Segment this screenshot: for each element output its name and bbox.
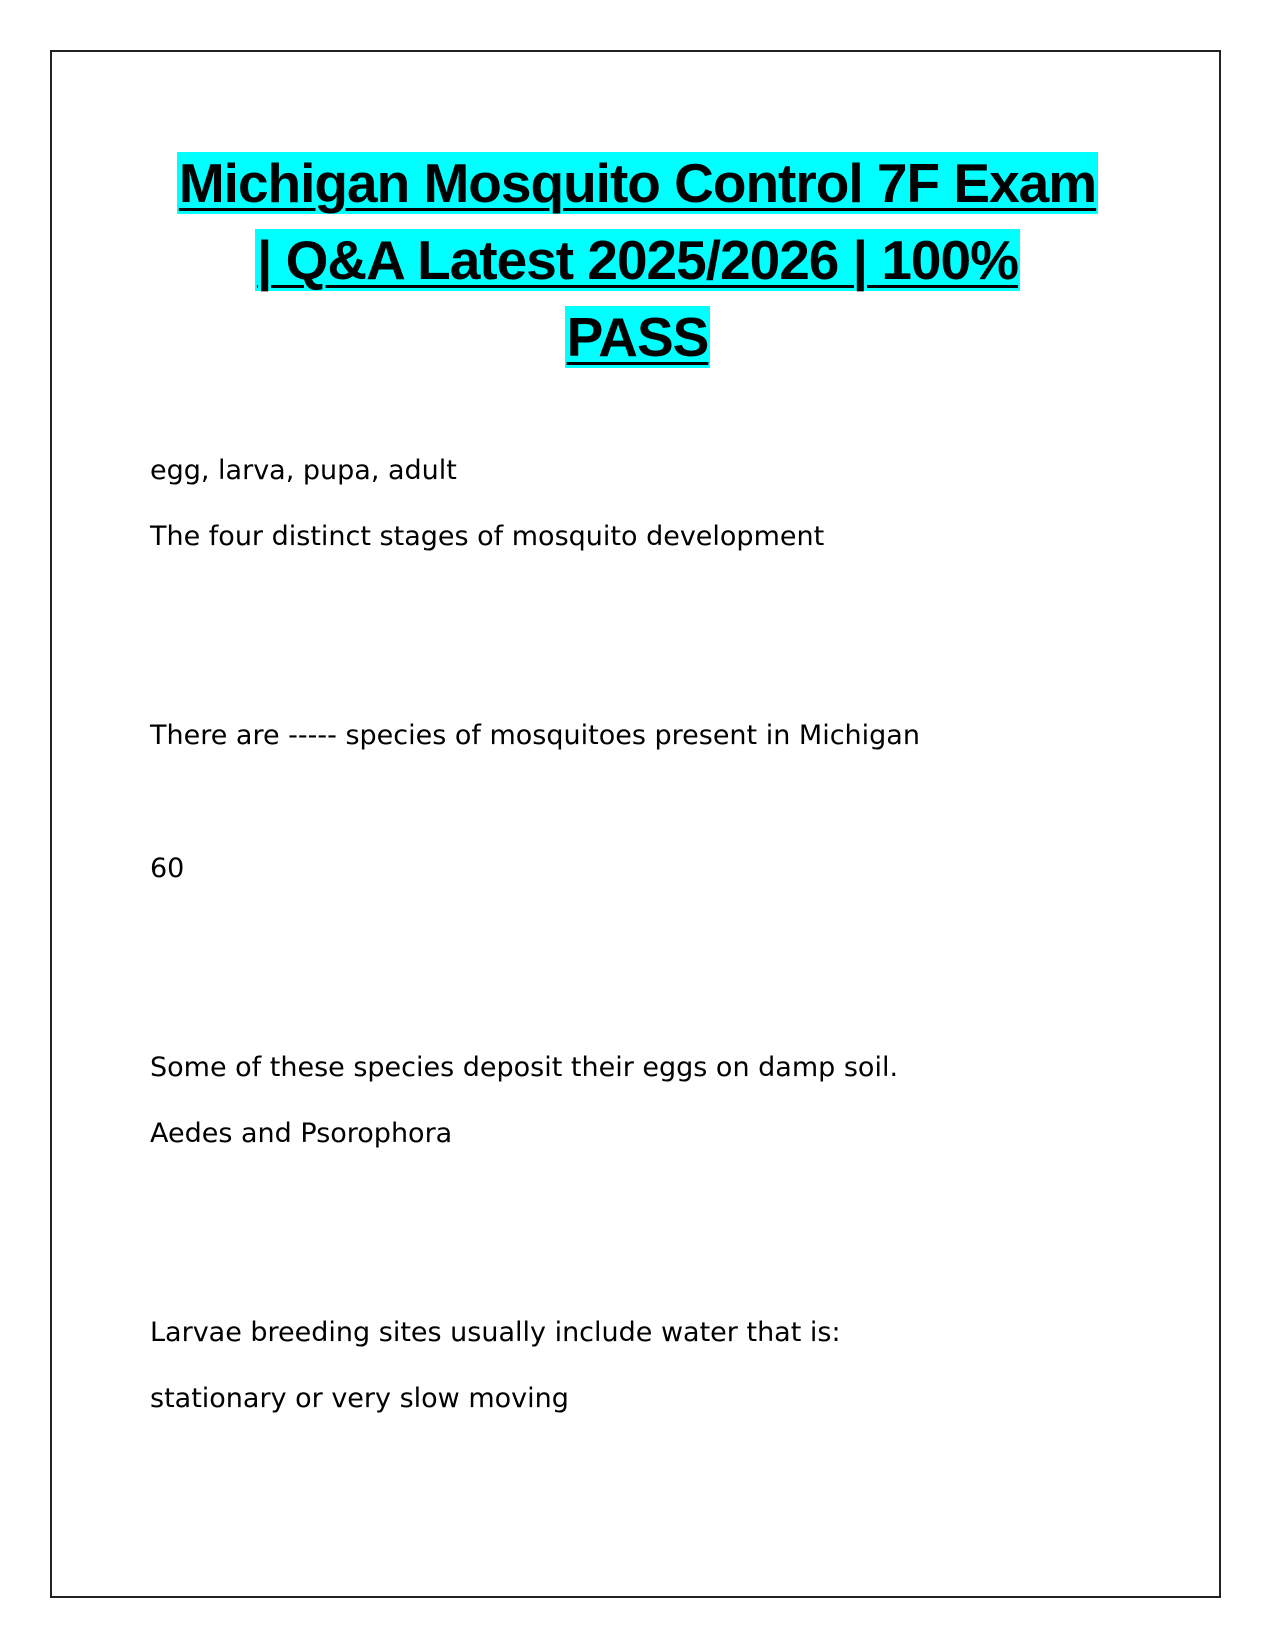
qa-item-2-answer: 60 (150, 853, 185, 884)
title-line-2: | Q&A Latest 2025/2026 | 100% (256, 229, 1018, 291)
document-title (100, 145, 1175, 376)
qa-item-2-question: There are ----- species of mosquitoes present in Michigan (150, 720, 920, 751)
qa-item-3-answer: Aedes and Psorophora (150, 1118, 453, 1149)
qa-item-4-question: Larvae breeding sites usually include water that is: (150, 1317, 841, 1348)
qa-item-1-definition: The four distinct stages of mosquito development (150, 521, 825, 552)
qa-item-1-term: egg, larva, pupa, adult (150, 455, 457, 486)
qa-item-3-question: Some of these species deposit their eggs on damp soil. (150, 1052, 899, 1083)
qa-item-4-answer: stationary or very slow moving (150, 1383, 569, 1414)
title-line-1: Michigan Mosquito Control 7F Exam (178, 152, 1097, 214)
title-line-3: PASS (566, 306, 709, 368)
